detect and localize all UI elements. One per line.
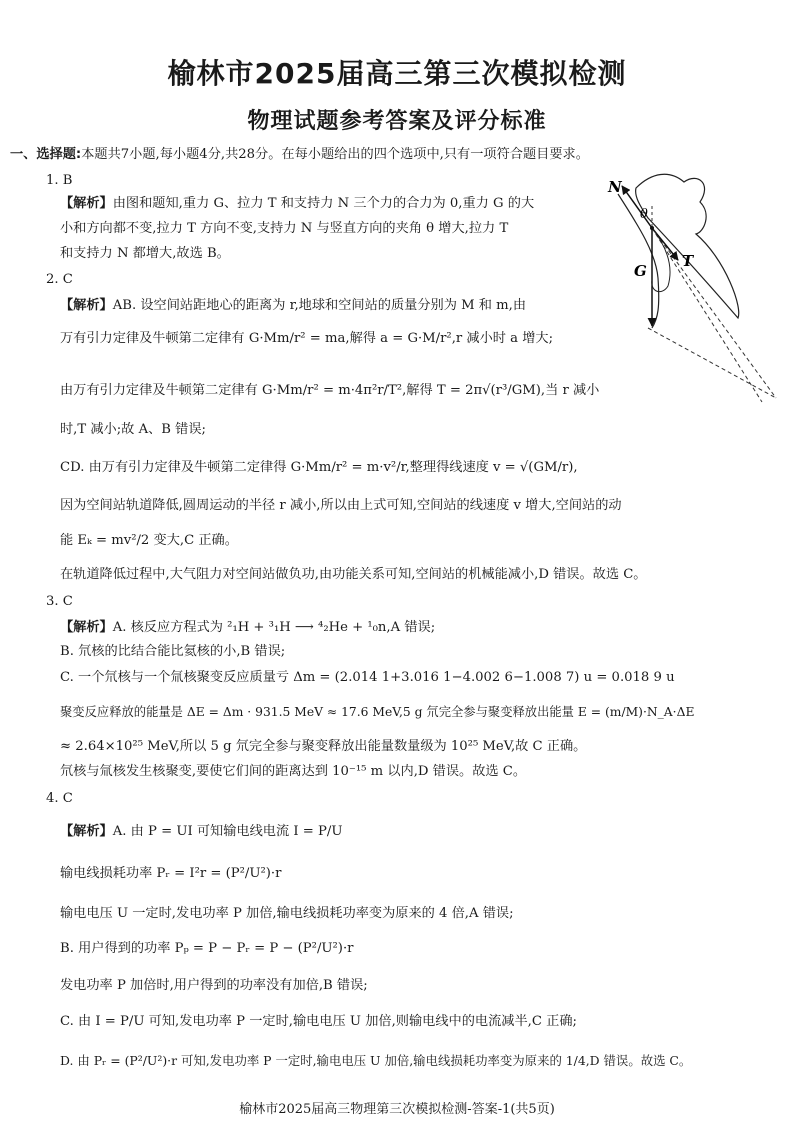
analysis-label: 【解析】: [60, 620, 113, 635]
q3-line-2: B. 氘核的比结合能比氦核的小,B 错误;: [60, 644, 286, 659]
q4-text-1: A. 由 P = UI 可知输电线电流 I = P/U: [112, 824, 343, 839]
dashed-line-2: [652, 228, 762, 402]
page-subtitle: 物理试题参考答案及评分标准: [247, 109, 547, 134]
q4-line-3: 输电电压 U 一定时,发电功率 P 加倍,输电线损耗功率变为原来的 4 倍,A 错误;: [60, 906, 514, 921]
section-intro-text: 本题共7小题,每小题4分,共28分。在每小题给出的四个选项中,只有一项符合题目要求。: [81, 147, 589, 162]
rock-outline: [636, 174, 739, 318]
page-footer: 榆林市2025届高三物理第三次模拟检测-答案-1(共5页): [239, 1102, 555, 1117]
q2-line-8: 在轨道降低过程中,大气阻力对空间站做负功,由功能关系可知,空间站的机械能减小,D 错误。故选 C。: [60, 567, 647, 582]
q2-line-3: 由万有引力定律及牛顿第二定律有 G·Mm/r² = m·4π²r/T²,解得 T = 2π√(r³/GM),当 r 减小: [60, 383, 600, 398]
q3-line-4: 聚变反应释放的能量是 ΔE = Δm · 931.5 MeV ≈ 17.6 MeV,5 g 氘完全参与聚变释放出能量 E = (m/M)·N_A·ΔE: [60, 705, 695, 719]
q3-line-5: ≈ 2.64×10²⁵ MeV,所以 5 g 氘完全参与聚变释放出能量数量级为 10²⁵ MeV,故 C 正确。: [60, 739, 587, 754]
force-diagram: [600, 168, 778, 404]
section-heading: 一、选择题:: [10, 147, 82, 162]
q1-line-1: [60, 195, 534, 213]
analysis-label: 【解析】: [60, 196, 113, 211]
q2-line-1: [60, 297, 526, 315]
q1-number: 1. B: [46, 173, 73, 188]
contact-point: [650, 226, 654, 230]
q4-line-6: C. 由 I = P/U 可知,发电功率 P 一定时,输电电压 U 加倍,则输电线中的电流减半,C 正确;: [60, 1014, 577, 1029]
q2-line-4: 时,T 减小;故 A、B 错误;: [60, 422, 206, 437]
label-G: G: [634, 262, 647, 280]
label-N: N: [608, 178, 622, 196]
q4-line-7: D. 由 Pᵣ = (P²/U²)·r 可知,发电功率 P 一定时,输电电压 U 加倍,输电线损耗功率变为原来的 1/4,D 错误。故选 C。: [60, 1053, 692, 1068]
q2-number: 2. C: [46, 272, 73, 287]
q4-line-2: 输电线损耗功率 Pᵣ = I²r = (P²/U²)·r: [60, 866, 282, 881]
q2-line-7: 能 Eₖ = mv²/2 变大,C 正确。: [60, 533, 238, 548]
q3-number: 3. C: [46, 594, 73, 609]
section-intro: [10, 146, 589, 164]
q4-number: 4. C: [46, 791, 73, 806]
q2-line-5: CD. 由万有引力定律及牛顿第二定律得 G·Mm/r² = m·v²/r,整理得线速度 v = √(GM/r),: [60, 460, 578, 475]
q3-text-1: A. 核反应方程式为 ²₁H + ³₁H ⟶ ⁴₂He + ¹₀n,A 错误;: [112, 620, 436, 635]
label-theta: θ: [640, 207, 648, 222]
page-title: 榆林市2025届高三第三次模拟检测: [167, 57, 627, 90]
q1-line-2: 小和方向都不变,拉力 T 方向不变,支持力 N 与竖直方向的夹角 θ 增大,拉力 T: [60, 221, 509, 236]
q1-text-1: 由图和题知,重力 G、拉力 T 和支持力 N 三个力的合力为 0,重力 G 的大: [112, 196, 535, 211]
q4-line-1: [60, 823, 342, 841]
q4-line-4: B. 用户得到的功率 Pₚ = P − Pᵣ = P − (P²/U²)·r: [60, 941, 354, 956]
dashed-line-3: [648, 328, 776, 398]
q2-text-1: AB. 设空间站距地心的距离为 r,地球和空间站的质量分别为 M 和 m,由: [112, 298, 527, 313]
q2-line-2: 万有引力定律及牛顿第二定律有 G·Mm/r² = ma,解得 a = G·M/r²,r 减小时 a 增大;: [60, 331, 554, 346]
q1-line-3: 和支持力 N 都增大,故选 B。: [60, 246, 230, 261]
analysis-label: 【解析】: [60, 298, 113, 313]
q4-line-5: 发电功率 P 加倍时,用户得到的功率没有加倍,B 错误;: [60, 978, 368, 993]
q3-line-1: [60, 619, 435, 637]
q3-line-6: 氘核与氚核发生核聚变,要使它们间的距离达到 10⁻¹⁵ m 以内,D 错误。故选 C。: [60, 764, 527, 779]
q3-line-3: C. 一个氘核与一个氚核聚变反应质量亏 Δm = (2.014 1+3.016 1−4.002 6−1.008 7) u = 0.018 9 u: [60, 670, 675, 685]
analysis-label: 【解析】: [60, 824, 113, 839]
label-T: T: [682, 252, 694, 270]
q2-line-6: 因为空间站轨道降低,圆周运动的半径 r 减小,所以由上式可知,空间站的线速度 v 增大,空间站的动: [60, 498, 622, 513]
